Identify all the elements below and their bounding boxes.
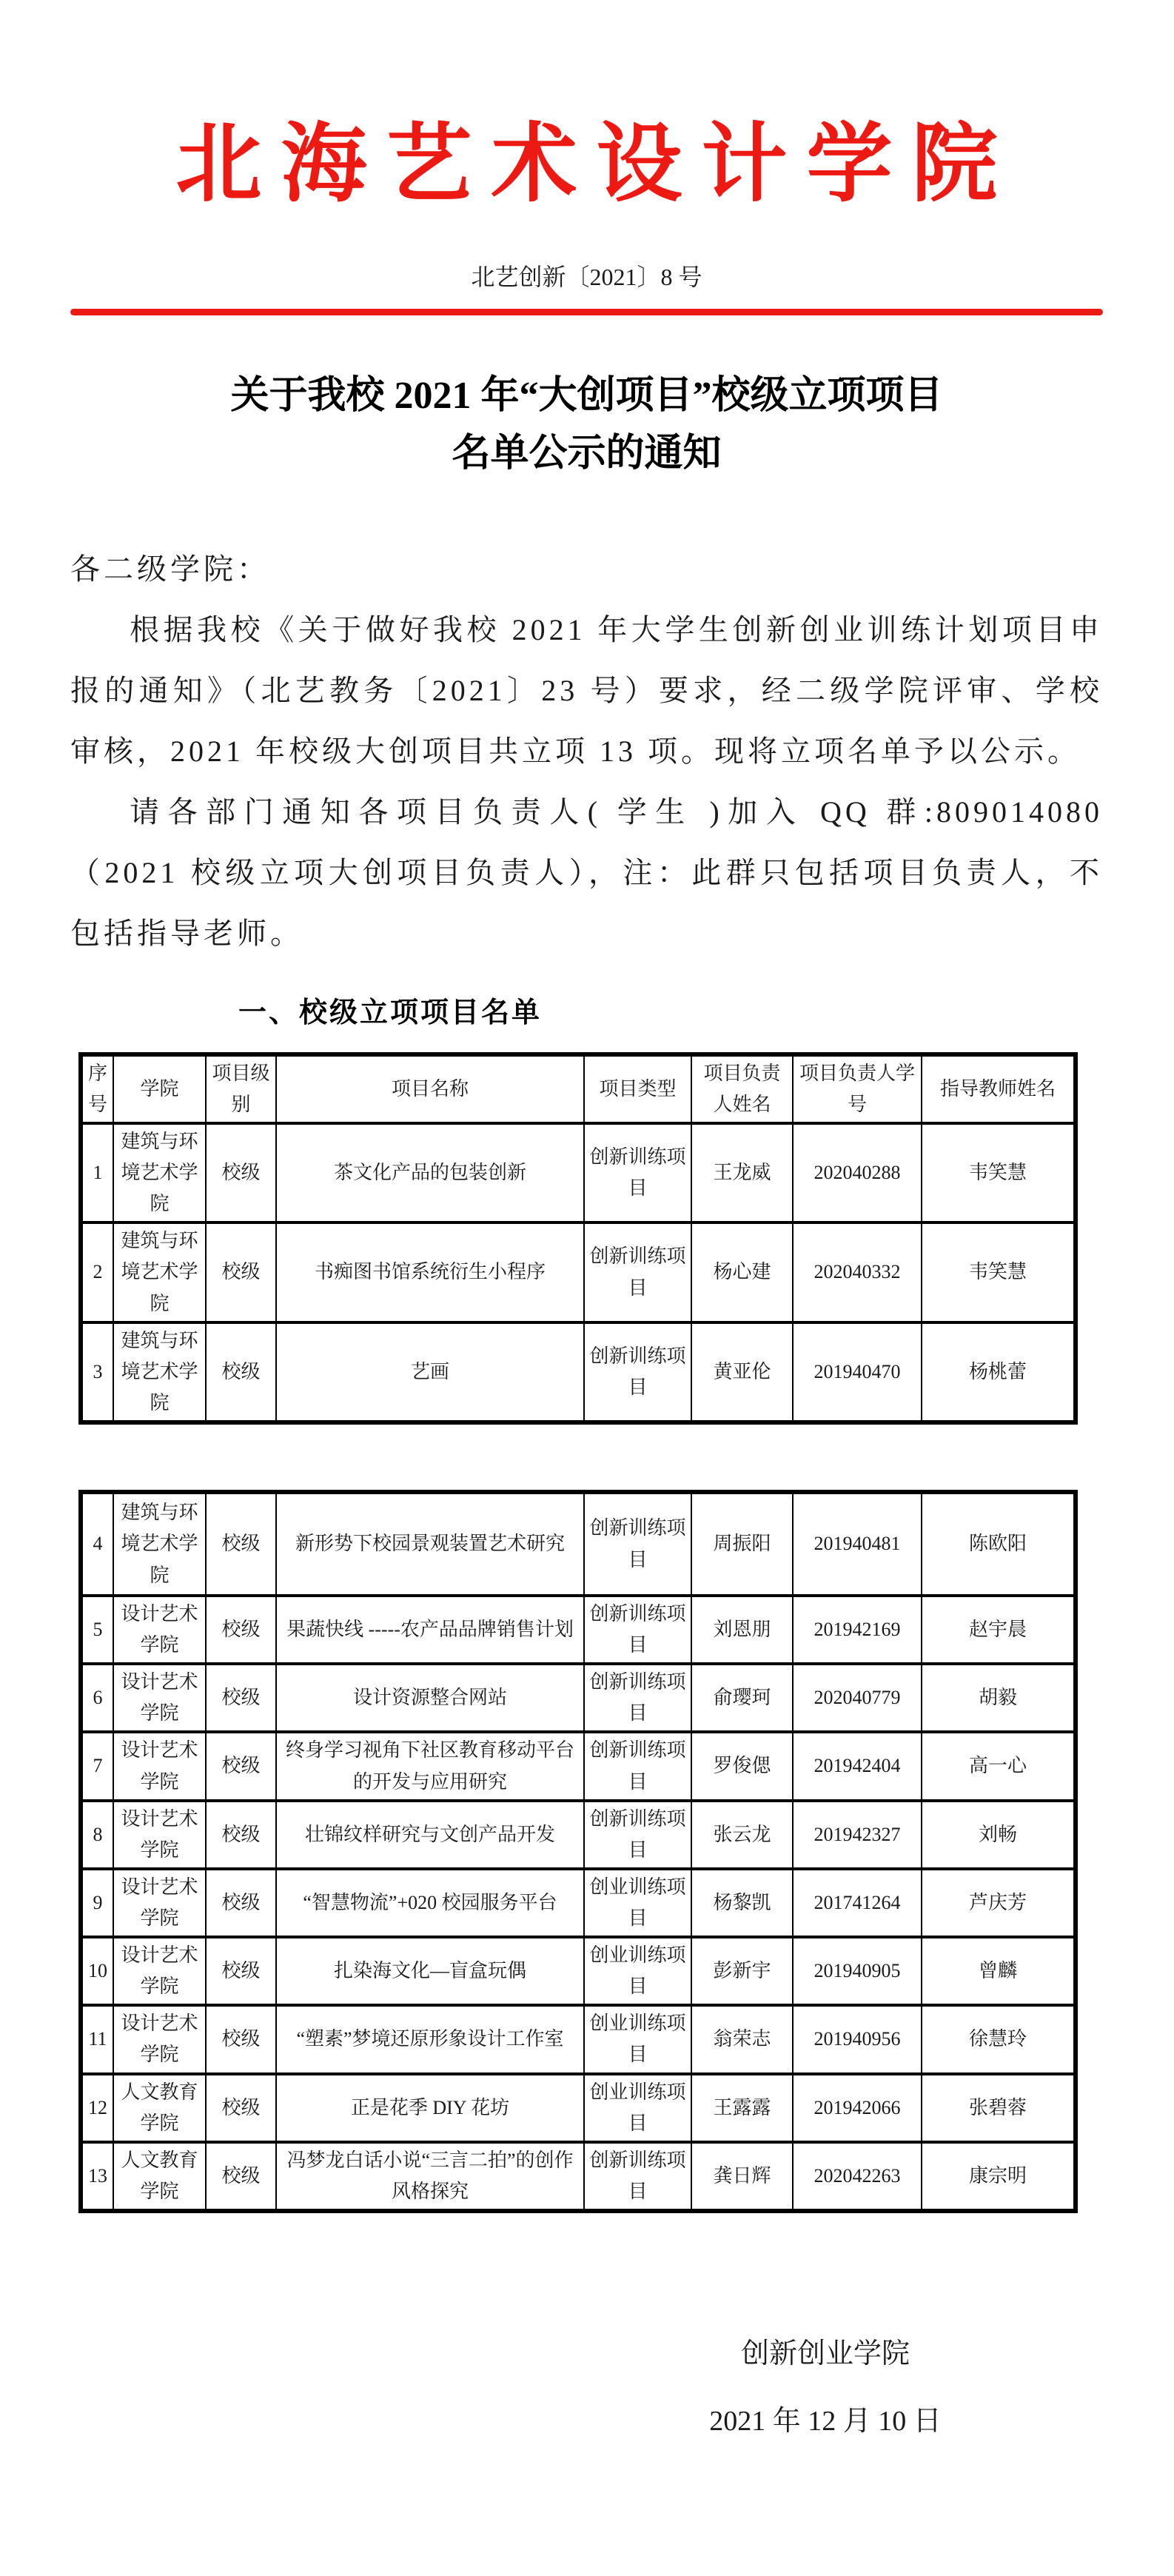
cell-level: 校级 xyxy=(206,2142,276,2211)
table-header-row xyxy=(81,1054,1076,1123)
cell-leader: 龚日辉 xyxy=(691,2142,793,2211)
signature: 创新创业学院 xyxy=(740,2338,910,2369)
cell-type: 创业训练项目 xyxy=(584,2074,691,2142)
cell-teacher: 芦庆芳 xyxy=(922,1869,1076,1937)
cell-name: 新形势下校园景观装置艺术研究 xyxy=(276,1492,584,1596)
cell-no: 3 xyxy=(81,1322,113,1422)
table-row xyxy=(81,1322,1076,1422)
salutation: 各二级学院： xyxy=(70,552,270,586)
cell-college: 设计艺术学院 xyxy=(113,1596,206,1664)
column-header: 指导教师姓名 xyxy=(922,1054,1076,1123)
project-table-part1 xyxy=(78,1052,1078,1425)
cell-leader: 杨黎凯 xyxy=(691,1869,793,1937)
column-header: 项目负责人学号 xyxy=(793,1054,922,1123)
table-row xyxy=(81,1492,1076,1596)
table-row xyxy=(81,1732,1076,1800)
column-header: 项目级别 xyxy=(206,1054,276,1123)
cell-leader: 周振阳 xyxy=(691,1492,793,1596)
cell-name: 设计资源整合网站 xyxy=(276,1664,584,1732)
cell-leader: 彭新宇 xyxy=(691,1937,793,2005)
cell-level: 校级 xyxy=(206,1222,276,1322)
cell-name: 扎染海文化—盲盒玩偶 xyxy=(276,1937,584,2005)
cell-level: 校级 xyxy=(206,1664,276,1732)
cell-college: 人文教育学院 xyxy=(113,2074,206,2142)
table-row xyxy=(81,1123,1076,1222)
cell-college: 设计艺术学院 xyxy=(113,1937,206,2005)
cell-name: 终身学习视角下社区教育移动平台的开发与应用研究 xyxy=(276,1732,584,1800)
cell-no: 13 xyxy=(81,2142,113,2211)
cell-no: 6 xyxy=(81,1664,113,1732)
cell-name: 冯梦龙白话小说“三言二拍”的创作风格探究 xyxy=(276,2142,584,2211)
cell-student-id: 201940905 xyxy=(793,1937,922,2005)
org-name: 北海艺术设计学院 xyxy=(175,118,1017,213)
cell-college: 设计艺术学院 xyxy=(113,1664,206,1732)
cell-college: 设计艺术学院 xyxy=(113,2005,206,2073)
cell-no: 2 xyxy=(81,1222,113,1322)
cell-name: 艺画 xyxy=(276,1322,584,1422)
cell-level: 校级 xyxy=(206,1801,276,1869)
cell-no: 5 xyxy=(81,1596,113,1664)
cell-leader: 张云龙 xyxy=(691,1801,793,1869)
column-header: 序号 xyxy=(81,1054,113,1123)
table-row xyxy=(81,2142,1076,2211)
cell-teacher: 杨桃蕾 xyxy=(922,1322,1076,1422)
notice-title-line2: 名单公示的通知 xyxy=(452,432,722,475)
cell-level: 校级 xyxy=(206,1937,276,2005)
section-heading: 一、校级立项项目名单 xyxy=(238,997,543,1028)
cell-student-id: 202042263 xyxy=(793,2142,922,2211)
cell-level: 校级 xyxy=(206,1869,276,1937)
cell-type: 创业训练项目 xyxy=(584,2005,691,2073)
cell-teacher: 康宗明 xyxy=(922,2142,1076,2211)
cell-college: 建筑与环境艺术学院 xyxy=(113,1492,206,1596)
cell-no: 8 xyxy=(81,1801,113,1869)
cell-student-id: 201940470 xyxy=(793,1322,922,1422)
cell-teacher: 胡毅 xyxy=(922,1664,1076,1732)
cell-teacher: 曾麟 xyxy=(922,1937,1076,2005)
table-row xyxy=(81,1222,1076,1322)
cell-level: 校级 xyxy=(206,1732,276,1800)
cell-no: 12 xyxy=(81,2074,113,2142)
table-row xyxy=(81,1801,1076,1869)
notice-title-line1: 关于我校 2021 年“大创项目”校级立项项目 xyxy=(230,374,943,417)
cell-college: 建筑与环境艺术学院 xyxy=(113,1222,206,1322)
cell-student-id: 201940481 xyxy=(793,1492,922,1596)
cell-teacher: 张碧蓉 xyxy=(922,2074,1076,2142)
table-row xyxy=(81,2074,1076,2142)
cell-teacher: 高一心 xyxy=(922,1732,1076,1800)
cell-type: 创新训练项目 xyxy=(584,1123,691,1222)
signature-block xyxy=(640,2330,1010,2438)
cell-type: 创业训练项目 xyxy=(584,1937,691,2005)
column-header: 项目名称 xyxy=(276,1054,584,1123)
cell-student-id: 201942169 xyxy=(793,1596,922,1664)
cell-level: 校级 xyxy=(206,1596,276,1664)
column-header: 学院 xyxy=(113,1054,206,1123)
cell-type: 创新训练项目 xyxy=(584,1222,691,1322)
cell-level: 校级 xyxy=(206,1322,276,1422)
paragraph-2: 请各部门通知各项目负责人( 学生 )加入 QQ 群:809014080（2021 校级立项大创项目负责人），注：此群只包括项目负责人，不包括指导老师。 xyxy=(70,794,1103,950)
cell-student-id: 201942404 xyxy=(793,1732,922,1800)
cell-student-id: 201741264 xyxy=(793,1869,922,1937)
column-header: 项目类型 xyxy=(584,1054,691,1123)
cell-teacher: 韦笑慧 xyxy=(922,1222,1076,1322)
cell-college: 设计艺术学院 xyxy=(113,1869,206,1937)
cell-type: 创新训练项目 xyxy=(584,2142,691,2211)
cell-type: 创新训练项目 xyxy=(584,1492,691,1596)
cell-student-id: 201942066 xyxy=(793,2074,922,2142)
cell-teacher: 陈欧阳 xyxy=(922,1492,1076,1596)
cell-student-id: 202040332 xyxy=(793,1222,922,1322)
cell-no: 9 xyxy=(81,1869,113,1937)
cell-leader: 俞璎珂 xyxy=(691,1664,793,1732)
cell-college: 设计艺术学院 xyxy=(113,1732,206,1800)
cell-type: 创新训练项目 xyxy=(584,1732,691,1800)
cell-name: 茶文化产品的包装创新 xyxy=(276,1123,584,1222)
cell-no: 4 xyxy=(81,1492,113,1596)
cell-college: 建筑与环境艺术学院 xyxy=(113,1322,206,1422)
cell-college: 设计艺术学院 xyxy=(113,1801,206,1869)
cell-level: 校级 xyxy=(206,1492,276,1596)
cell-student-id: 202040288 xyxy=(793,1123,922,1222)
cell-level: 校级 xyxy=(206,1123,276,1222)
cell-name: 壮锦纹样研究与文创产品开发 xyxy=(276,1801,584,1869)
cell-type: 创新训练项目 xyxy=(584,1801,691,1869)
cell-name: 果蔬快线 -----农产品品牌销售计划 xyxy=(276,1596,584,1664)
notice-body xyxy=(70,539,1103,964)
cell-student-id: 202040779 xyxy=(793,1664,922,1732)
cell-type: 创新训练项目 xyxy=(584,1322,691,1422)
cell-level: 校级 xyxy=(206,2074,276,2142)
cell-leader: 刘恩朋 xyxy=(691,1596,793,1664)
table-row xyxy=(81,1869,1076,1937)
cell-name: 正是花季 DIY 花坊 xyxy=(276,2074,584,2142)
cell-college: 建筑与环境艺术学院 xyxy=(113,1123,206,1222)
table-row xyxy=(81,1596,1076,1664)
cell-leader: 黄亚伦 xyxy=(691,1322,793,1422)
cell-name: 书痴图书馆系统衍生小程序 xyxy=(276,1222,584,1322)
cell-name: “智慧物流”+020 校园服务平台 xyxy=(276,1869,584,1937)
cell-college: 人文教育学院 xyxy=(113,2142,206,2211)
cell-teacher: 徐慧玲 xyxy=(922,2005,1076,2073)
cell-no: 7 xyxy=(81,1732,113,1800)
cell-name: “塑素”梦境还原形象设计工作室 xyxy=(276,2005,584,2073)
date: 2021 年 12 月 10 日 xyxy=(709,2405,942,2437)
table-row xyxy=(81,2005,1076,2073)
table-row xyxy=(81,1937,1076,2005)
cell-leader: 罗俊偲 xyxy=(691,1732,793,1800)
red-divider xyxy=(70,309,1103,315)
cell-no: 11 xyxy=(81,2005,113,2073)
cell-type: 创新训练项目 xyxy=(584,1596,691,1664)
cell-no: 10 xyxy=(81,1937,113,2005)
column-header: 项目负责人姓名 xyxy=(691,1054,793,1123)
cell-type: 创新训练项目 xyxy=(584,1664,691,1732)
table-row xyxy=(81,1664,1076,1732)
cell-leader: 王龙威 xyxy=(691,1123,793,1222)
cell-leader: 翁荣志 xyxy=(691,2005,793,2073)
notice-title xyxy=(70,367,1103,483)
cell-student-id: 201942327 xyxy=(793,1801,922,1869)
cell-student-id: 201940956 xyxy=(793,2005,922,2073)
project-table-part2 xyxy=(78,1490,1078,2213)
cell-type: 创业训练项目 xyxy=(584,1869,691,1937)
cell-teacher: 赵宇晨 xyxy=(922,1596,1076,1664)
cell-leader: 杨心建 xyxy=(691,1222,793,1322)
cell-teacher: 刘畅 xyxy=(922,1801,1076,1869)
cell-level: 校级 xyxy=(206,2005,276,2073)
doc-number: 北艺创新〔2021〕8 号 xyxy=(471,263,702,290)
cell-no: 1 xyxy=(81,1123,113,1222)
cell-teacher: 韦笑慧 xyxy=(922,1123,1076,1222)
cell-leader: 王露露 xyxy=(691,2074,793,2142)
paragraph-1: 根据我校《关于做好我校 2021 年大学生创新创业训练计划项目申报的通知》（北艺教务〔2021〕23 号）要求，经二级学院评审、学校审核，2021 年校级大创项目共立项 13 项。现将立项名单予以公示。 xyxy=(70,612,1103,768)
